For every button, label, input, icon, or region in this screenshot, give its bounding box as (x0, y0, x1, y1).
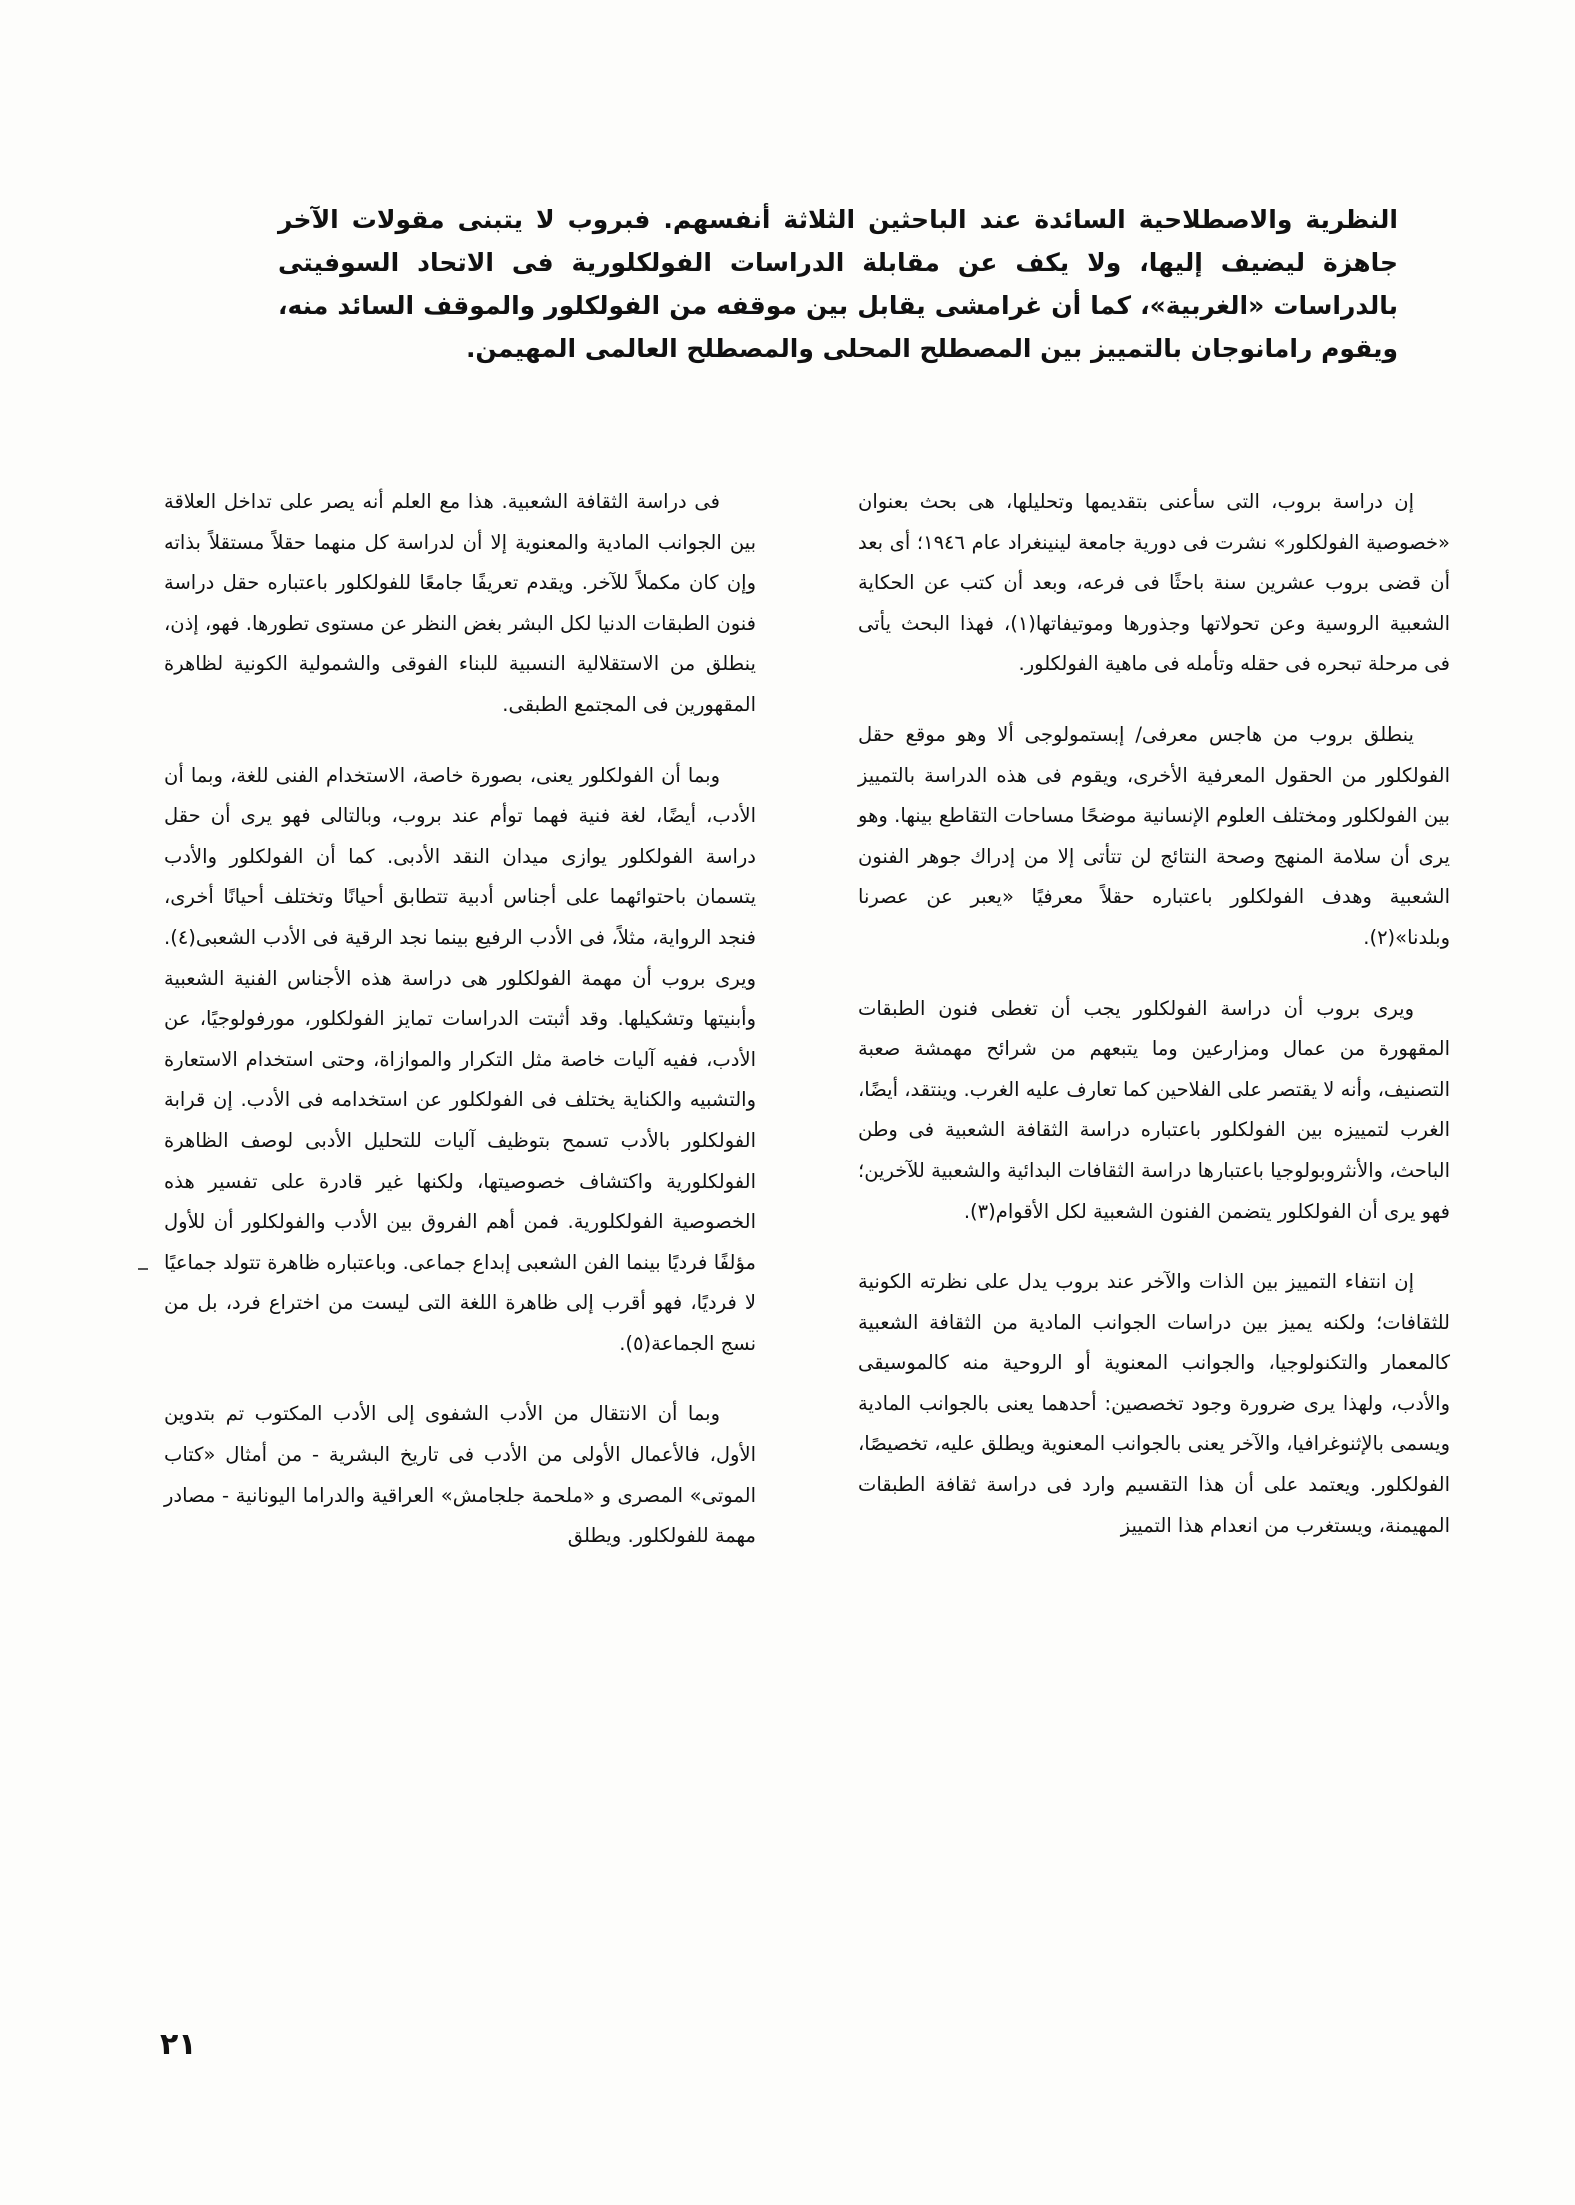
right-column-paragraph-2: ينطلق بروب من هاجس معرفى/ إبستمولوجى ألا وهو موقع حقل الفولكلور من الحقول المعرفية الأخرى، ويقوم فى هذه الدراسة بالتمييز بين الفولكلور ومختلف العلوم الإنسانية موضحًا مساحات التقاطع بينها. وهو يرى أن سلامة المنهج وصحة النتائج لن تتأتى إلا من إدراك جوهر الفنون الشعبية وهدف الفولكلور باعتباره حقلاً معرفيًا «يعبر عن عصرنا وبلدنا»(٢). (858, 722, 1450, 949)
right-column-paragraph-3: ويرى بروب أن دراسة الفولكلور يجب أن تغطى فنون الطبقات المقهورة من عمال ومزارعين وما يتبعهم من شرائح مهمشة صعبة التصنيف، وأنه لا يقتصر على الفلاحين كما تعارف عليه الغرب. وينتقد، أيضًا، الغرب لتمييزه بين الفولكلور باعتباره دراسة الثقافة الشعبية فى وطن الباحث، والأنثروبولوجيا باعتبارها دراسة الثقافات البدائية والشعبية للآخرين؛ فهو يرى أن الفولكلور يتضمن الفنون الشعبية لكل الأقوام(٣). (858, 996, 1450, 1223)
page-number: ٢١ (160, 2027, 197, 2062)
right-column-paragraph-4: إن انتفاء التمييز بين الذات والآخر عند بروب يدل على نظرته الكونية للثقافات؛ ولكنه يميز بين دراسات الجوانب المادية من الثقافة الشعبية كالمعمار والتكنولوجيا، والجوانب المعنوية أو الروحية منه كالموسيقى والأدب، ولهذا يرى ضرورة وجود تخصصين: أحدهما يعنى بالجوانب المادية ويسمى بالإثنوغرافيا، والآخر يعنى بالجوانب المعنوية ويطلق عليه، تخصيصًا، الفولكلور. ويعتمد على أن هذا التقسيم وارد فى دراسة ثقافة الطبقات المهيمنة، ويستغرب من انعدام هذا التمييز (858, 1270, 1450, 1537)
scan-artifact-mark (138, 1268, 148, 1270)
left-column-paragraph-2: وبما أن الفولكلور يعنى، بصورة خاصة، الاستخدام الفنى للغة، وبما أن الأدب، أيضًا، لغة فنية فهما توأم عند بروب، وبالتالى فهو يرى أن حقل دراسة الفولكلور يوازى ميدان النقد الأدبى. كما أن الفولكلور والأدب يتسمان باحتوائهما على أجناس أدبية تتطابق أحيانًا وتختلف أحيانًا أخرى، فنجد الرواية، مثلاً، فى الأدب الرفيع بينما نجد الرقية فى الأدب الشعبى(٤). ويرى بروب أن مهمة الفولكلور هى دراسة هذه الأجناس الفنية الشعبية وأبنيتها وتشكيلها. وقد أثبتت الدراسات تمايز الفولكلور، مورفولوجيًا، عن الأدب، ففيه آليات خاصة مثل التكرار والموازاة، وحتى استخدام الاستعارة والتشبيه والكناية يختلف فى الفولكلور عن استخدامه فى الأدب. إن قرابة الفولكلور بالأدب تسمح بتوظيف آليات للتحليل الأدبى لوصف الظاهرة الفولكلورية واكتشاف خصوصيتها، ولكنها غير قادرة على تفسير هذه الخصوصية الفولكلورية. فمن أهم الفروق بين الأدب والفولكلور أن للأول مؤلفًا فرديًا بينما الفن الشعبى إبداع جماعى. وباعتباره ظاهرة تتولد جماعيًا لا فرديًا، فهو أقرب إلى ظاهرة اللغة التى ليست من اختراع فرد، بل من نسج الجماعة(٥). (164, 763, 756, 1355)
right-column-paragraph-1: إن دراسة بروب، التى سأعنى بتقديمها وتحليلها، هى بحث بعنوان «خصوصية الفولكلور» نشرت فى دورية جامعة لينينغراد عام ١٩٤٦؛ أى بعد أن قضى بروب عشرين سنة باحثًا فى فرعه، وبعد أن كتب عن الحكاية الشعبية الروسية وعن تحولاتها وجذورها وموتيفاتها(١)، فهذا البحث يأتى فى مرحلة تبحره فى حقله وتأمله فى ماهية الفولكلور. (858, 490, 1450, 676)
left-column (164, 482, 756, 1587)
right-column (858, 482, 1450, 1576)
lead-paragraph: النظرية والاصطلاحية السائدة عند الباحثين الثلاثة أنفسهم. فبروب لا يتبنى مقولات الآخر جاهزة ليضيف إليها، ولا يكف عن مقابلة الدراسات الفولكلورية فى الاتحاد السوفيتى بالدراسات «الغربية»، كما أن غرامشى يقابل بين موقفه من الفولكلور والموقف السائد منه، ويقوم رامانوجان بالتمييز بين المصطلح المحلى والمصطلح العالمى المهيمن. (278, 205, 1398, 363)
left-column-paragraph-1: فى دراسة الثقافة الشعبية. هذا مع العلم أنه يصر على تداخل العلاقة بين الجوانب المادية والمعنوية إلا أن لدراسة كل منهما حقلاً مستقلاً بذاته وإن كان مكملاً للآخر. ويقدم تعريفًا جامعًا للفولكلور باعتباره حقل دراسة فنون الطبقات الدنيا لكل البشر بغض النظر عن مستوى تطورها. فهو، إذن، ينطلق من الاستقلالية النسبية للبناء الفوقى والشمولية الكونية لظاهرة المقهورين فى المجتمع الطبقى. (164, 490, 756, 716)
left-column-paragraph-3: وبما أن الانتقال من الأدب الشفوى إلى الأدب المكتوب تم بتدوين الأول، فالأعمال الأولى من الأدب فى تاريخ البشرية - من أمثال «كتاب الموتى» المصرى و «ملحمة جلجامش» العراقية والدراما اليونانية - مصادر مهمة للفولكلور. ويطلق (164, 1402, 756, 1548)
